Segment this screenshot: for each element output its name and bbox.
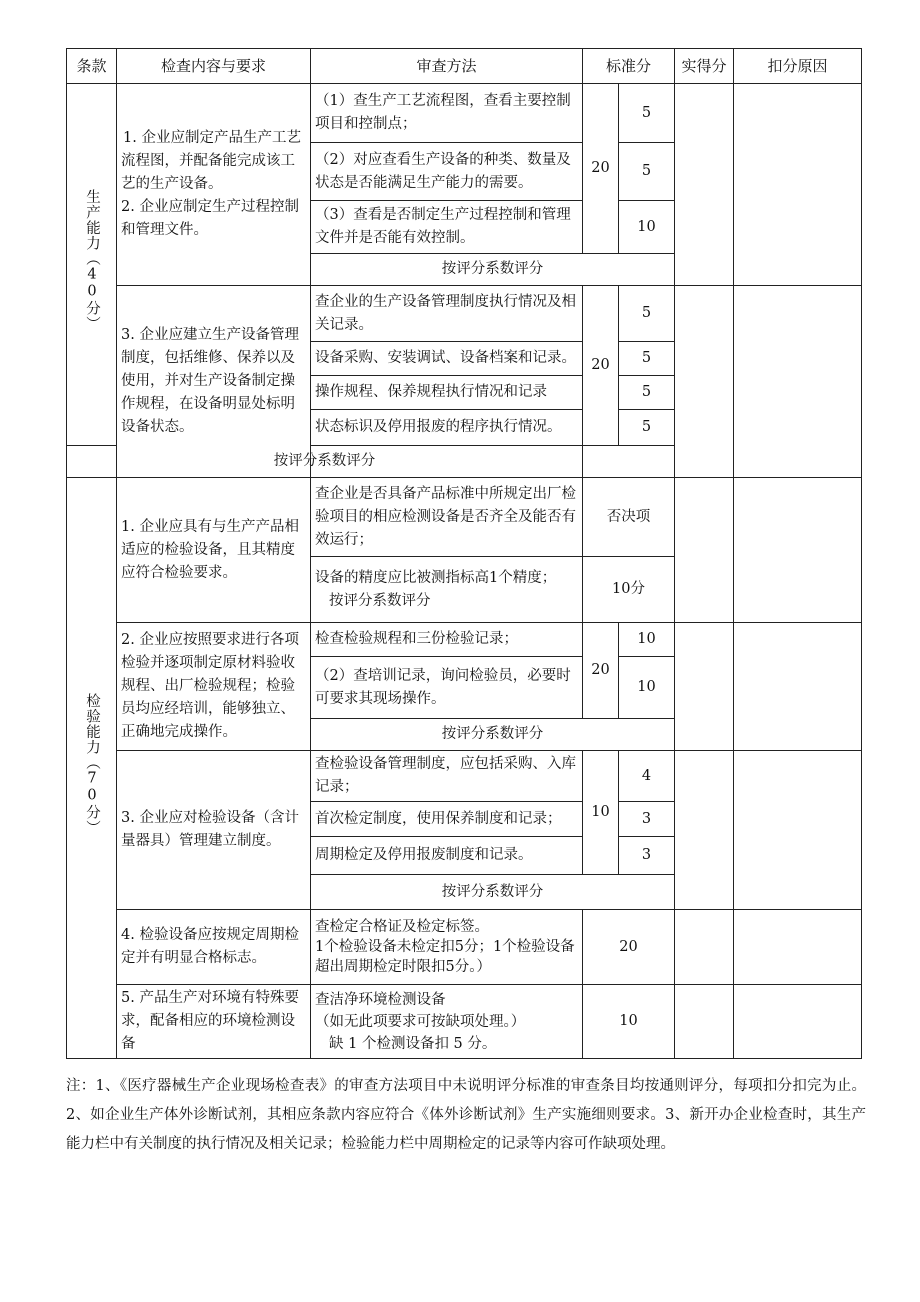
item-score: 20 bbox=[583, 910, 675, 985]
requirement-cell bbox=[117, 623, 311, 751]
item-score: 5 bbox=[619, 143, 675, 201]
coefficient-scoring: 按评分系数评分 bbox=[311, 875, 675, 910]
table-row bbox=[67, 286, 862, 342]
requirement-text: 1. 企业应制定产品生产工艺流程图，并配备能完成该工艺的生产设备。 bbox=[121, 130, 301, 192]
coefficient-scoring: 按评分系数评分 bbox=[311, 719, 675, 751]
method-line: 查洁净环境检测设备 bbox=[315, 991, 446, 1008]
deduction-cell[interactable] bbox=[734, 478, 862, 623]
item-score: 10 bbox=[619, 201, 675, 254]
requirement-cell bbox=[117, 985, 311, 1059]
item-score: 10 bbox=[619, 623, 675, 657]
requirement-cell bbox=[117, 751, 311, 910]
footnote: 注：1、《医疗器械生产企业现场检查表》的审查方法项目中未说明评分标准的审查条目均按通则评分，每项扣分扣完为止。2、如企业生产体外诊断试剂，其相应条款内容应符合《体外诊断试剂》生产实施细则要求。3、新开办企业检查时，其生产能力栏中有关制度的执行情况及相关记录；检验能力栏中周期检定的记录等内容可作缺项处理。 bbox=[66, 1078, 866, 1152]
group-total-score: 20 bbox=[583, 286, 619, 446]
actual-score-cell[interactable] bbox=[675, 751, 734, 910]
table-row bbox=[67, 84, 862, 143]
method-cell: 检查检验规程和三份检验记录； bbox=[311, 623, 583, 657]
requirement-text: 2. 企业应制定生产过程控制和管理文件。 bbox=[121, 199, 299, 238]
header-actual-score: 实得分 bbox=[675, 49, 734, 84]
item-score: 4 bbox=[619, 751, 675, 802]
item-score: 5 bbox=[619, 342, 675, 376]
coefficient-scoring: 按评分系数评分 bbox=[311, 254, 675, 286]
coefficient-scoring: 按评分系数评分 bbox=[67, 446, 583, 478]
header-content: 检查内容与要求 bbox=[117, 49, 311, 84]
table-row bbox=[67, 985, 862, 1059]
deduction-cell[interactable] bbox=[734, 623, 862, 751]
requirement-text: 1. 企业应具有与生产产品相适应的检验设备，且其精度应符合检验要求。 bbox=[121, 518, 299, 581]
method-cell: 状态标识及停用报废的程序执行情况。 bbox=[311, 410, 583, 446]
category-production bbox=[67, 84, 117, 446]
actual-score-cell[interactable] bbox=[675, 84, 734, 286]
requirement-text: 2. 企业应按照要求进行各项检验并逐项制定原材料验收规程、出厂检验规程；检验员均应经培训，能够独立、正确地完成操作。 bbox=[121, 632, 299, 740]
method-cell: 周期检定及停用报废制度和记录。 bbox=[311, 837, 583, 875]
actual-score-cell[interactable] bbox=[675, 985, 734, 1059]
header-method: 审查方法 bbox=[311, 49, 583, 84]
item-score: 3 bbox=[619, 802, 675, 837]
item-score: 3 bbox=[619, 837, 675, 875]
header-row bbox=[67, 49, 862, 84]
deduction-cell[interactable] bbox=[734, 910, 862, 985]
item-score: 5 bbox=[619, 286, 675, 342]
actual-score-cell[interactable] bbox=[675, 623, 734, 751]
actual-score-cell[interactable] bbox=[675, 286, 734, 478]
method-line: 设备的精度应比被测指标高1个精度； bbox=[315, 569, 557, 586]
method-line: 按评分系数评分 bbox=[329, 592, 431, 609]
category-label: 检验能力（70分） bbox=[84, 692, 100, 836]
method-line: 缺 1 个检测设备扣 5 分。 bbox=[329, 1035, 497, 1052]
method-cell: （2）查培训记录，询问检验员，必要时可要求其现场操作。 bbox=[311, 657, 583, 719]
method-line: （如无此项要求可按缺项处理。） bbox=[315, 1013, 526, 1030]
requirement-text: 4. 检验设备应按规定周期检定并有明显合格标志。 bbox=[121, 927, 299, 966]
item-score: 10分 bbox=[583, 557, 675, 623]
table-row bbox=[67, 478, 862, 557]
deduction-cell[interactable] bbox=[734, 751, 862, 910]
method-cell: 查检验设备管理制度，应包括采购、入库记录； bbox=[311, 751, 583, 802]
method-cell: 操作规程、保养规程执行情况和记录 bbox=[311, 376, 583, 410]
requirement-cell bbox=[117, 84, 311, 286]
item-score: 5 bbox=[619, 84, 675, 143]
header-std-score: 标准分 bbox=[583, 49, 675, 84]
item-score: 10 bbox=[583, 985, 675, 1059]
veto-item: 否决项 bbox=[583, 478, 675, 557]
requirement-cell bbox=[117, 478, 311, 623]
requirement-cell bbox=[117, 910, 311, 985]
group-total-score: 10 bbox=[583, 751, 619, 875]
method-cell: 查企业的生产设备管理制度执行情况及相关记录。 bbox=[311, 286, 583, 342]
table-row bbox=[67, 910, 862, 985]
method-line: 查检定合格证及检定标签。 bbox=[315, 919, 489, 935]
inspection-table bbox=[66, 48, 862, 1059]
group-total-score: 20 bbox=[583, 84, 619, 254]
method-cell: （2）对应查看生产设备的种类、数量及状态是否能满足生产能力的需要。 bbox=[311, 143, 583, 201]
item-score: 5 bbox=[619, 410, 675, 446]
deduction-cell[interactable] bbox=[734, 985, 862, 1059]
category-inspection bbox=[67, 478, 117, 1059]
method-cell: 查企业是否具备产品标准中所规定出厂检验项目的相应检测设备是否齐全及能否有效运行； bbox=[311, 478, 583, 557]
table-row bbox=[67, 751, 862, 802]
deduction-cell[interactable] bbox=[734, 84, 862, 286]
category-label: 生产能力（40分） bbox=[84, 189, 100, 332]
method-cell: 首次检定制度，使用保养制度和记录； bbox=[311, 802, 583, 837]
requirement-text: 5. 产品生产对环境有特殊要求，配备相应的环境检测设备 bbox=[121, 990, 299, 1052]
requirement-text: 3. 企业应对检验设备（含计量器具）管理建立制度。 bbox=[121, 810, 299, 849]
method-cell: （1）查生产工艺流程图，查看主要控制项目和控制点； bbox=[311, 84, 583, 143]
header-clause: 条款 bbox=[67, 49, 117, 84]
method-cell bbox=[311, 985, 583, 1059]
item-score: 10 bbox=[619, 657, 675, 719]
inspection-table-container bbox=[66, 48, 861, 1059]
item-score: 5 bbox=[619, 376, 675, 410]
method-cell bbox=[311, 910, 583, 985]
actual-score-cell[interactable] bbox=[675, 910, 734, 985]
method-cell: 设备采购、安装调试、设备档案和记录。 bbox=[311, 342, 583, 376]
method-cell bbox=[311, 557, 583, 623]
deduction-cell[interactable] bbox=[734, 286, 862, 478]
method-cell: （3）查看是否制定生产过程控制和管理文件并是否能有效控制。 bbox=[311, 201, 583, 254]
header-deduction: 扣分原因 bbox=[734, 49, 862, 84]
group-total-score: 20 bbox=[583, 623, 619, 719]
table-row bbox=[67, 623, 862, 657]
actual-score-cell[interactable] bbox=[675, 478, 734, 623]
method-line: 1个检验设备未检定扣5分；1个检验设备超出周期检定时限扣5分。） bbox=[315, 939, 575, 975]
requirement-text: 3. 企业应建立生产设备管理制度，包括维修、保养以及使用，并对生产设备制定操作规程，在设备明显处标明设备状态。 bbox=[121, 327, 299, 435]
